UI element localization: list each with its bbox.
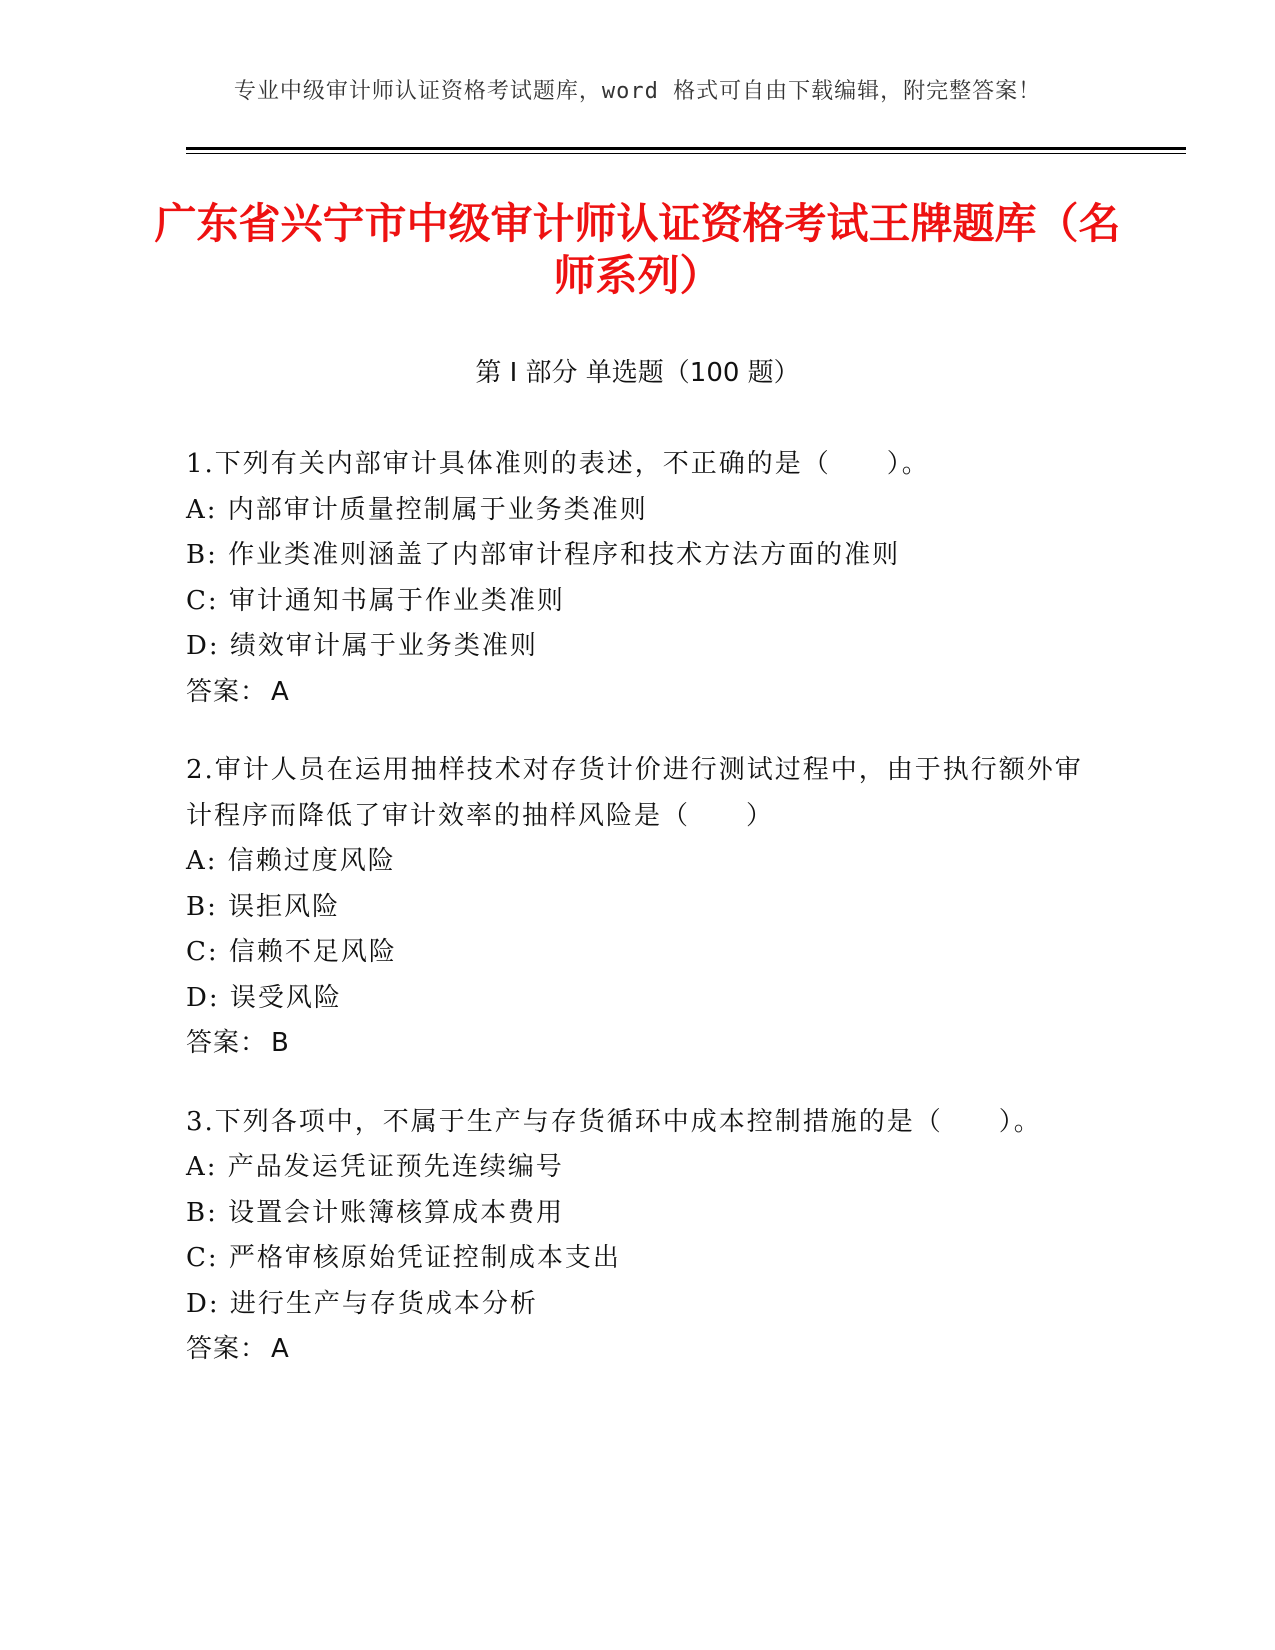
question-2 [186,748,1086,1067]
option-d: D: 误受风险 [186,982,342,1013]
option-c: C: 审计通知书属于作业类准则 [186,585,565,616]
answer-label: 答案： [186,676,268,707]
document-title: 广东省兴宁市中级审计师认证资格考试王牌题库（名师系列） [154,199,1121,300]
answer-label: 答案： [186,1334,268,1364]
header-rule-thick [186,147,1186,150]
answer-value: B [271,1028,290,1058]
header-rule-thin [186,153,1186,154]
option-d: D: 绩效审计属于业务类准则 [186,631,538,661]
option-c: C: 严格审核原始凭证控制成本支出 [186,1243,621,1273]
answer-line [186,1327,1086,1373]
answer-value: A [271,1334,290,1364]
question-stem: 2.审计人员在运用抽样技术对存货计价进行测试过程中，由于执行额外审计程序而降低了审计效率的抽样风险是（ ） [186,755,1083,831]
option-b: B: 误拒风险 [186,891,341,922]
question-stem: 3.下列各项中，不属于生产与存货循环中成本控制措施的是（ ）。 [186,1106,1042,1137]
question-3 [186,1100,1086,1373]
option-b: B: 设置会计账簿核算成本费用 [186,1197,565,1228]
answer-line [186,1021,1086,1067]
question-list [186,442,1086,1406]
answer-value: A [271,676,290,707]
option-b: B: 作业类准则涵盖了内部审计程序和技术方法方面的准则 [186,540,901,570]
answer-label: 答案： [186,1028,268,1058]
option-a: A: 内部审计质量控制属于业务类准则 [186,494,648,525]
answer-line [186,670,1086,716]
question-1 [186,442,1086,715]
question-stem: 1.下列有关内部审计具体准则的表述，不正确的是（ ）。 [186,449,930,479]
section-title: 第 I 部分 单选题（100 题） [475,358,800,388]
option-c: C: 信赖不足风险 [186,937,397,967]
option-a: A: 产品发运凭证预先连续编号 [186,1152,564,1182]
option-d: D: 进行生产与存货成本分析 [186,1288,538,1319]
option-a: A: 信赖过度风险 [186,846,396,876]
header-note: 专业中级审计师认证资格考试题库，word 格式可自由下载编辑，附完整答案！ [233,79,1042,104]
